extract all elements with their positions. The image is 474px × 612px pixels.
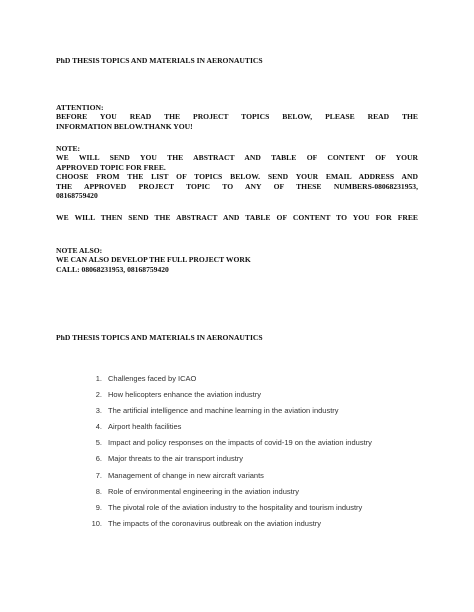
list-item-text: The artificial intelligence and machine learning in the aviation industry bbox=[108, 406, 339, 416]
list-item bbox=[88, 435, 372, 451]
note-line-2: APPROVED TOPIC FOR FREE. bbox=[56, 162, 166, 172]
list-item-text: The pivotal role of the aviation industry to the hospitality and tourism industry bbox=[108, 502, 363, 512]
list-item bbox=[88, 516, 372, 532]
list-item bbox=[88, 500, 372, 516]
list-item-number: 2. bbox=[95, 390, 102, 400]
list-item-number: 6. bbox=[95, 454, 102, 464]
note-also-line-1: WE CAN ALSO DEVELOP THE FULL PROJECT WORK bbox=[56, 255, 251, 265]
note-label: NOTE: bbox=[56, 144, 81, 153]
list-item bbox=[88, 403, 372, 419]
attention-block bbox=[56, 103, 418, 131]
list-item-number: 1. bbox=[95, 374, 102, 383]
attention-label: ATTENTION: bbox=[56, 103, 104, 112]
list-item bbox=[88, 387, 372, 403]
topic-list bbox=[88, 371, 372, 532]
note-also-line-2: CALL: 08068231953, 08168759420 bbox=[56, 264, 169, 274]
list-item bbox=[88, 419, 372, 435]
note-line-6: WE WILL THEN SEND THE ABSTRACT AND TABLE OF CONTENT TO YOU FOR FREE bbox=[56, 213, 418, 222]
note-line-6-block bbox=[56, 213, 418, 222]
list-item-text: The impacts of the coronavirus outbreak on the aviation industry bbox=[108, 518, 322, 528]
note-line-4: THE APPROVED PROJECT TOPIC TO ANY OF THESE NUMBERS-08068231953, bbox=[56, 181, 418, 191]
attention-line-2: INFORMATION BELOW.THANK YOU! bbox=[56, 121, 193, 131]
list-item-text: Impact and policy responses on the impacts of covid-19 on the aviation industry bbox=[108, 438, 372, 448]
page-heading: PhD THESIS TOPICS AND MATERIALS IN AERONAUTICS bbox=[56, 56, 263, 65]
list-item-text: Management of change in new aircraft variants bbox=[108, 470, 264, 480]
note-line-1: WE WILL SEND YOU THE ABSTRACT AND TABLE OF CONTENT OF YOUR bbox=[56, 153, 418, 163]
list-item-text: How helicopters enhance the aviation industry bbox=[108, 390, 262, 400]
list-item-number: 5. bbox=[95, 438, 102, 448]
list-item bbox=[88, 484, 372, 500]
note-line-5: 08168759420 bbox=[56, 191, 98, 201]
note-block bbox=[56, 144, 418, 200]
list-item bbox=[88, 451, 372, 467]
list-item bbox=[88, 371, 372, 387]
list-item-number: 9. bbox=[95, 502, 102, 512]
list-item-number: 8. bbox=[95, 486, 102, 496]
list-item-text: Airport health facilities bbox=[108, 422, 182, 432]
list-item-text: Major threats to the air transport industry bbox=[108, 454, 244, 464]
list-item-number: 10. bbox=[91, 518, 102, 528]
list-item-number: 4. bbox=[95, 422, 102, 432]
attention-line-1: BEFORE YOU READ THE PROJECT TOPICS BELOW, PLEASE READ THE bbox=[56, 112, 418, 122]
list-item-number: 7. bbox=[95, 470, 102, 480]
list-item-text: Challenges faced by ICAO bbox=[108, 374, 197, 383]
note-also-label: NOTE ALSO: bbox=[56, 246, 103, 255]
list-item-number: 3. bbox=[95, 406, 102, 416]
note-also-block bbox=[56, 246, 418, 274]
section-heading: PhD THESIS TOPICS AND MATERIALS IN AERONAUTICS bbox=[56, 333, 263, 342]
list-item-text: Role of environmental engineering in the aviation industry bbox=[108, 486, 299, 496]
note-line-3: CHOOSE FROM THE LIST OF TOPICS BELOW. SEND YOUR EMAIL ADDRESS AND bbox=[56, 172, 418, 182]
list-item bbox=[88, 468, 372, 484]
